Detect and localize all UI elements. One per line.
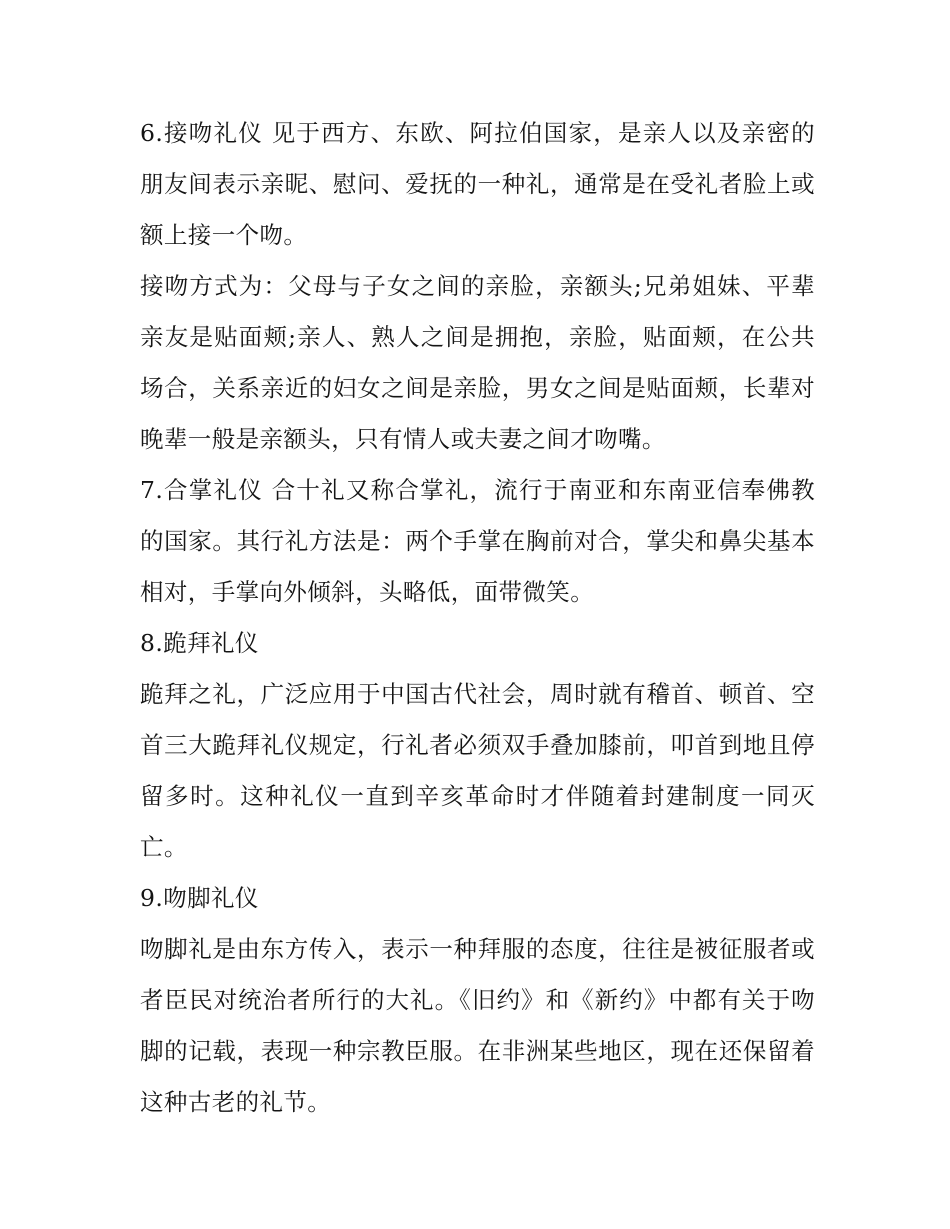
document-body (140, 108, 815, 1128)
paragraph-foot-kiss-etiquette: 吻脚礼是由东方传入，表示一种拜服的态度，往往是被征服者或者臣民对统治者所行的大礼。《旧约》和《新约》中都有关于吻脚的记载，表现一种宗教臣服。在非洲某些地区，现在还保留着这种古老的礼节。 (140, 935, 815, 1116)
paragraph-kiss-etiquette: 6.接吻礼仪 见于西方、东欧、阿拉伯国家，是亲人以及亲密的朋友间表示亲昵、慰问、爱抚的一种礼，通常是在受礼者脸上或额上接一个吻。 (140, 119, 815, 249)
paragraph-palms-together-etiquette: 7.合掌礼仪 合十礼又称合掌礼，流行于南亚和东南亚信奉佛教的国家。其行礼方法是：两个手掌在胸前对合，掌尖和鼻尖基本相对，手掌向外倾斜，头略低，面带微笑。 (140, 476, 815, 606)
paragraph-kiss-methods: 接吻方式为：父母与子女之间的亲脸，亲额头;兄弟姐妹、平辈亲友是贴面颊;亲人、熟人之间是拥抱，亲脸，贴面颊，在公共场合，关系亲近的妇女之间是亲脸，男女之间是贴面颊，长辈对晚辈一般是亲额头，只有情人或夫妻之间才吻嘴。 (140, 272, 815, 453)
paragraph-kneeling-etiquette: 跪拜之礼，广泛应用于中国古代社会，周时就有稽首、顿首、空首三大跪拜礼仪规定，行礼者必须双手叠加膝前，叩首到地且停留多时。这种礼仪一直到辛亥革命时才伴随着封建制度一同灭亡。 (140, 680, 815, 861)
heading-foot-kiss-etiquette: 9.吻脚礼仪 (140, 884, 259, 912)
heading-kneeling-etiquette: 8.跪拜礼仪 (140, 629, 259, 657)
